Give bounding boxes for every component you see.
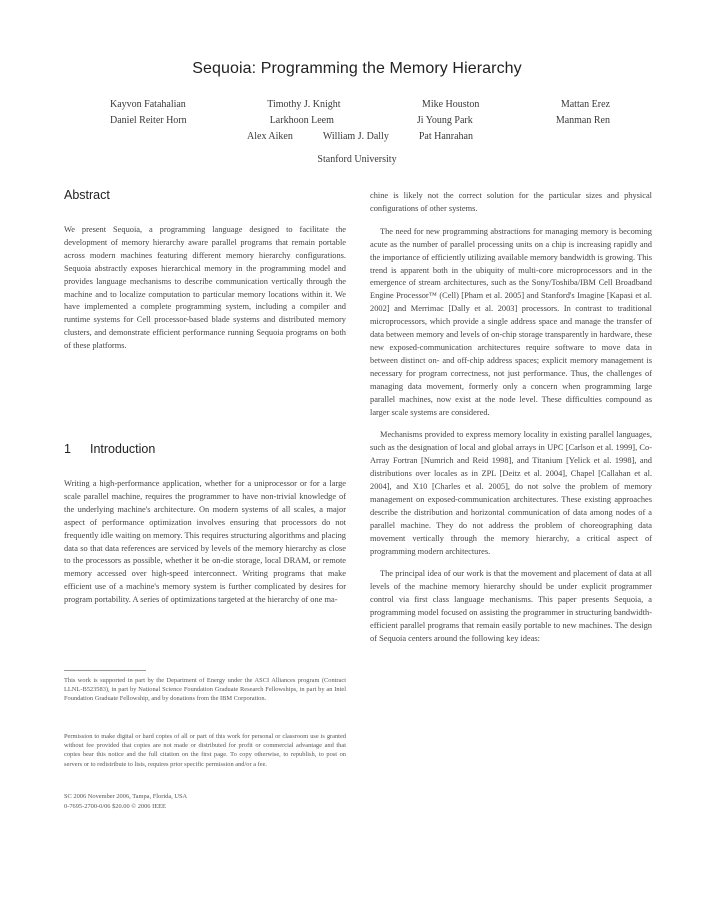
author-row-2 xyxy=(110,113,610,129)
venue-line: SC 2006 November 2006, Tampa, Florida, USA xyxy=(64,793,188,800)
right-column xyxy=(370,190,652,646)
author-name: Ji Young Park xyxy=(416,115,473,126)
introduction-body xyxy=(64,478,346,607)
abstract-heading: Abstract xyxy=(64,188,110,202)
isbn-line: 0-7695-2700-0/06 $20.00 © 2006 IEEE xyxy=(64,803,166,810)
author-name: Larkhoon Leem xyxy=(269,115,334,126)
abstract-text: We present Sequoia, a programming language designed to facilitate the development of memory hierarchy aware parallel programs that remain portable across modern machines featuring different memory hierarchy configurations. Sequoia abstractly exposes hierarchical memory in the programming model and provides language mechanisms to describe communication vertically through the machine and to localize computation to particular memory locations within it. We have implemented a complete programming system, including a compiler and runtime systems for Cell processor-based blade systems and distributed memory clusters, and demonstrate efficient performance running Sequoia programs on both of these platforms. xyxy=(64,225,346,351)
paragraph: The need for new programming abstractions for managing memory is becoming acute as the number of parallel processing units on a chip is increasing rapidly and the importance of efficiently utilizing available memory bandwidth is growing. This trend is apparent both in the ubiquity of multi-core microprocessors and in the emergence of stream architectures, such as the Sony/Toshiba/IBM Cell Broadband Engine Processor™ (Cell) [Pham et al. 2005] and Stanford's Imagine [Kapasi et al. 2002] and Merrimac [Dally et al. 2003] processors. In contrast to traditional microprocessors, which provide a single address space and manage the transfer of data between memory and levels of on-chip storage transparently in hardware, these new exposed-communication architectures require software to move data in between distinct on- and off-chip address spaces; explicit memory management is necessary for program correctness, not just performance. Thus, the challenges of managing data movement, formerly only a concern when programming large parallel machines, now exist at the node level. These difficulties compound as larger scale systems are considered. xyxy=(370,226,652,417)
section-number: 1 xyxy=(64,442,71,456)
author-list xyxy=(110,97,610,145)
author-row-1 xyxy=(110,97,610,113)
author-name: Mike Houston xyxy=(421,99,480,110)
funding-footnote: This work is supported in part by the Department of Energy under the ASCI Alliances program (Contract LLNL-B523583), in part by National Science Foundation Graduate Research Fellowships, in part by an Intel Foundation Graduate Fellowship, and by donations from the IBM Corporation. xyxy=(64,677,346,703)
footnote-rule xyxy=(64,670,146,671)
author-name: Alex Aiken xyxy=(247,131,293,142)
author-name: Mattan Erez xyxy=(560,99,610,110)
paragraph: The principal idea of our work is that the movement and placement of data at all levels of the machine memory hierarchy should be under explicit programmer control via first class language mechanisms. This paper presents Sequoia, a programming model focused on assisting the programmer in structuring bandwidth-efficient parallel programs that remain easily portable to new machines. The design of Sequoia centers around the following key ideas: xyxy=(370,569,652,643)
author-name: William J. Dally xyxy=(322,131,389,142)
author-name: Timothy J. Knight xyxy=(267,99,341,110)
section-title: Introduction xyxy=(90,442,156,456)
introduction-heading xyxy=(64,442,155,456)
permission-notice: Permission to make digital or hard copies of all or part of this work for personal or classroom use is granted without fee provided that copies are not made or distributed for profit or commercial advantage and that copies bear this notice and the full citation on the first page. To copy otherwise, to republish, to post on servers or to redistribute to lists, requires prior specific permission and/or a fee. xyxy=(64,733,346,768)
introduction-text: Writing a high-performance application, whether for a uniprocessor or for a large scale parallel machine, requires the programmer to have non-trivial knowledge of the underlying machine's architecture. On modern systems of all scales, a major aspect of performance optimization involves ensuring that processors do not frequently idle waiting on memory. This requires structuring algorithms and placing data so that data references are serviced by levels of the memory hierarchy as close to the processors as possible, whether it be on-die storage, local DRAM, or remote memory accessed over high-speed interconnect. Writing programs that make efficient use of a machine's memory system is further complicated by desires for program portability. A series of optimizations targeted at the hierarchy of one ma- xyxy=(64,479,346,605)
paragraph: chine is likely not the correct solution for the particular sizes and physical configurations of other systems. xyxy=(370,191,652,213)
author-name: Kayvon Fatahalian xyxy=(110,99,186,110)
author-name: Pat Hanrahan xyxy=(418,131,473,142)
paper-title: Sequoia: Programming the Memory Hierarchy xyxy=(192,60,522,77)
author-row-3 xyxy=(110,129,610,145)
author-name: Daniel Reiter Horn xyxy=(110,115,187,126)
author-name: Manman Ren xyxy=(555,115,610,126)
affiliation: Stanford University xyxy=(317,154,397,165)
paragraph: Mechanisms provided to express memory locality in existing parallel languages, such as the designation of local and global arrays in UPC [Carlson et al. 1999], Co-Array Fortran [Numrich and Reid 1998], and Titanium [Yelick et al. 1998], and distributions over locales as in ZPL [Deitz et al. 2004], Chapel [Callahan et al. 2004], and X10 [Charles et al. 2005], do not solve the problem of memory management on exposed-communication architectures. These existing approaches describe the distribution and horizontal communication of data among nodes of a parallel machine. They do not address the problem of choreographing data movement vertically through the memory hierarchy, a critical aspect of programming modern architectures. xyxy=(370,430,652,556)
abstract-body xyxy=(64,224,346,353)
